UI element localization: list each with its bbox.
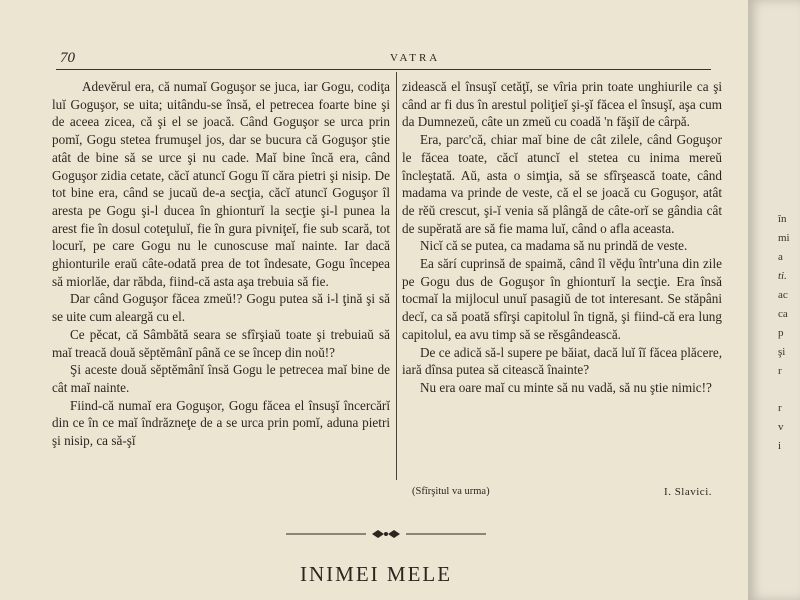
signoff xyxy=(404,486,722,504)
running-title: VATRA xyxy=(390,52,441,64)
page-header xyxy=(60,50,710,70)
paragraph: Ce pĕcat, că Sâmbătă seara se sfîrşiaŭ toate şi trebuiaŭ să maĭ treacă două sĕptĕmânĭ până ce se încep din noŭ!? xyxy=(52,326,390,360)
left-column xyxy=(52,78,390,450)
margin-fragment: a xyxy=(778,251,783,263)
margin-fragment: mi xyxy=(778,232,790,244)
paragraph: Ea sărí cuprinsă de spaimă, când îl vĕḑu într'una din zile pe Gogu dus de Goguşor în ghionturĭ la secţie. Era însă tocmaĭ la mijlocul unuĭ pasagiŭ de tot interesant. Se stăpâni decĭ, ca să poată sfîrşi capitolul în tignă, şi fiind-că era lung capitolul, ea avu timp să se rĕsgândească. xyxy=(402,256,722,342)
paragraph: Fiind-că numaĭ era Goguşor, Gogu făcea el însuşĭ încercărĭ din ce în ce maĭ îndrăzneţe de a se urca prin pomĭ, aduna pietri şi nisip, ca să-şĭ xyxy=(52,397,390,449)
margin-fragment: ca xyxy=(778,308,788,320)
paragraph: zidească el însuşĭ cetăţĭ, se vîria prin toate unghiurile ca şi când ar fi dus în arestul poliţieĭ şi-şĭ făcea el însuşĭ, aşa cum da Dumnezeŭ, câte un zmeŭ cu coadă 'n făşiĭ de cârpă. xyxy=(402,79,722,130)
paragraph: Nu era oare maĭ cu minte să nu vadă, să nu ştie nimic!? xyxy=(420,379,712,395)
facing-page-fragments xyxy=(778,210,800,456)
paragraph: Adevĕrul era, că numaĭ Goguşor se juca, iar Gogu, codiţa luĭ Goguşor, se uita; uitându-se însă, el petrecea foarte bine şi de aceea zicea, că şi el se joacă. Când Goguşor se urca prin pomĭ, Gogu stetea frumuşel jos, dar se bucura că Goguşor ştie atât de bine să se urce şi nu cade. Maĭ bine încă era, când Goguşor zidia cetate, căcĭ atuncĭ Gogu îĭ căra pietri şi nisip. De tot bine era, când se jucaŭ de-a secţia, căcĭ atuncĭ Goguşor îl aresta pe Gogu şi-l ducea în ghionturĭ la secţie şi-l punea la arest fie în dosul coteţuluĭ, fie în gura pivniţeĭ, fie sub scară, tot locurĭ, pe care Gogu nu le cunoscuse maĭ nainte. Iar dacă ghionturile eraŭ câte-odată prea de tot îndesate, Gogu începea să miorlăe, dar răbda, fiind-că asta aşa trebuia să fie. xyxy=(52,79,390,289)
column-divider xyxy=(396,72,397,480)
paragraph: Era, parc'că, chiar maĭ bine de cât zilele, când Goguşor le făcea toate, căcĭ atuncĭ el stetea cu inima mereŭ încleştată. Aŭ, asta o simţia, să se sfîrşească toate, când madama va prinde de veste, că el se joacă cu Goguşor, atât de rĕŭ crescut, şi-ĭ venia să plângă de câte-orĭ se gândia cât de supĕrată are să fie mama luĭ, când o afla aceasta. xyxy=(402,132,722,236)
margin-fragment: p xyxy=(778,327,784,339)
margin-fragment: v xyxy=(778,421,784,433)
right-column xyxy=(402,78,722,397)
continued-note: (Sfîrşitul va urma) xyxy=(412,486,490,497)
paragraph: Dar când Goguşor făcea zmeŭ!? Gogu putea să i-l ţină şi să se uite cum aleargă cu el. xyxy=(52,291,390,325)
author-name: I. Slavici. xyxy=(664,486,712,498)
margin-fragment: r xyxy=(778,402,782,414)
margin-fragment: şi xyxy=(778,346,786,358)
next-article-title: INIMEI MELE xyxy=(300,562,453,586)
margin-fragment: ac xyxy=(778,289,788,301)
paragraph: Şi aceste două sĕptĕmânĭ însă Gogu le petrecea maĭ bine de cât maĭ nainte. xyxy=(52,362,390,395)
margin-fragment: r xyxy=(778,365,782,377)
paragraph: De ce adică să-l supere pe băiat, dacă luĭ îĭ făcea plăcere, iară dînsa putea să citească înainte? xyxy=(402,344,722,378)
margin-fragment: i xyxy=(778,440,782,452)
ornament-divider-icon xyxy=(286,522,486,546)
margin-fragment: ti. xyxy=(778,270,787,282)
header-rule xyxy=(56,69,711,70)
margin-fragment: în xyxy=(778,213,787,225)
paragraph: Nicĭ că se putea, ca madama să nu prindă de veste. xyxy=(420,238,688,254)
page-number: 70 xyxy=(60,50,75,66)
